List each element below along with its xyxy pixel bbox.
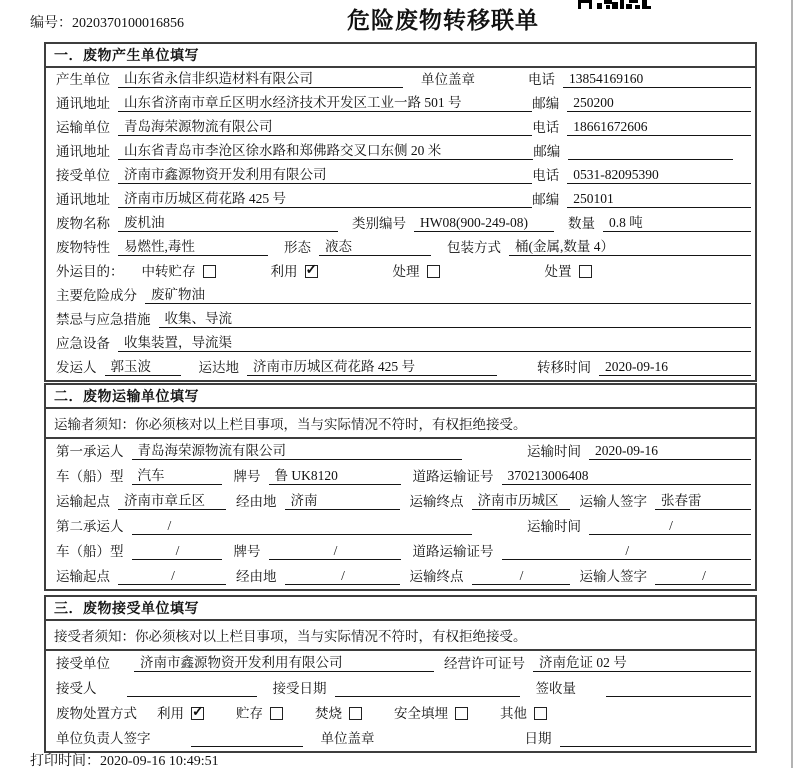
transporter-address-value: 山东省青岛市李沧区徐水路和郑佛路交叉口东侧 20 米 [118,139,533,160]
row-receive-unit [46,651,755,676]
row-disposal [46,701,755,726]
row-transporter-address [46,140,755,164]
vehicle2-plate-label: 牌号 [233,544,261,559]
disposal-option-use [157,702,204,722]
row-purpose [46,260,755,284]
vehicle1-plate-value: 鲁 UK8120 [269,464,401,485]
waste-name-value: 废机油 [118,211,338,232]
row-waste-name [46,212,755,236]
waste-category-value: HW08(900-249-08) [414,215,554,232]
print-time-label: 打印时间： [30,754,100,769]
producer-address-label: 通讯地址 [56,96,110,111]
route1-start-label: 运输起点 [56,494,110,509]
receiver-label: 接受单位 [56,168,110,183]
receiver-address-label: 通讯地址 [56,192,110,207]
disposal-option-use-label: 利用 [157,706,184,721]
waste-packing-label: 包装方式 [447,240,501,255]
dispatcher-label: 发运人 [56,360,97,375]
receiver-address-value: 济南市历城区荷花路 425 号 [118,187,532,208]
serial-value: 2020370100016856 [72,16,184,31]
emergency-equipment-label: 应急设备 [56,336,110,351]
row-receiver [46,164,755,188]
disposal-option-landfill-checkbox [455,707,468,720]
receive-license-label: 经营许可证号 [444,656,525,671]
producer-phone-value: 13854169160 [563,71,751,88]
receiver-phone-value: 0531-82095390 [567,167,751,184]
unit-stamp-label: 单位盖章 [320,731,375,746]
row-transporter [46,116,755,140]
accept-date-label: 接受日期 [272,681,327,696]
section-receive [44,595,757,753]
carrier1-label: 第一承运人 [56,444,124,459]
transporter-phone-value: 18661672606 [567,119,751,136]
waste-category-label: 类别编号 [352,216,406,231]
route1-end-value: 济南市历城区 [472,489,570,510]
disposal-option-store-label: 贮存 [236,706,263,721]
route2-start-value: / [118,568,226,585]
accept-amount-value [606,680,751,697]
carrier2-value: / [132,518,472,535]
row-vehicle2 [46,539,755,564]
disposal-option-burn-label: 焚烧 [315,706,342,721]
section-producer-header: 一．废物产生单位填写 [46,44,755,68]
disposal-option-use-checkbox [191,707,204,720]
transporter-zip-value [568,143,733,160]
purpose-option-transfer-checkbox [203,265,216,278]
qr-code-fragment [578,0,652,10]
acceptor-label: 接受人 [56,681,97,696]
disposal-option-burn-checkbox [349,707,362,720]
purpose-option-use [271,260,318,280]
receiver-zip-label: 邮编 [532,192,560,207]
vehicle2-license-value: / [502,543,752,560]
transporter-label: 运输单位 [56,120,110,135]
route1-sign-label: 运输人签字 [579,494,647,509]
receive-unit-label: 接受单位 [56,656,110,671]
page-title: 危险废物转移联单 [347,8,539,33]
vehicle1-license-value: 370213006408 [502,468,752,485]
route2-sign-label: 运输人签字 [579,569,647,584]
purpose-label: 外运目的： [56,264,124,279]
vehicle2-type-label: 车（船）型 [56,544,124,559]
disposal-option-other [500,702,547,722]
print-time [30,750,219,770]
sign-date-label: 日期 [524,731,552,746]
carrier1-time-label: 运输时间 [527,444,581,459]
carrier2-time-label: 运输时间 [527,519,581,534]
row-carrier2 [46,514,755,539]
waste-traits-label: 废物特性 [56,240,110,255]
receiver-value: 济南市鑫源物资开发利用有限公司 [118,163,532,184]
waste-form-value: 液态 [319,235,431,256]
row-route2 [46,564,755,589]
print-time-value: 2020-09-16 10:49:51 [100,754,219,769]
sign-date-value [560,730,752,747]
disposal-option-burn [315,702,362,722]
section-receive-header: 三．废物接受单位填写 [46,597,755,621]
waste-form-label: 形态 [284,240,311,255]
transporter-value: 青岛海荣源物流有限公司 [118,115,532,136]
route2-end-value: / [472,568,570,585]
vehicle2-plate-value: / [269,543,401,560]
destination-label: 运达地 [198,360,239,375]
producer-value: 山东省永信非织造材料有限公司 [118,67,403,88]
route1-via-value: 济南 [285,489,400,510]
document-header [0,0,796,42]
route2-via-label: 经由地 [236,569,277,584]
hazard-label: 主要危险成分 [56,288,137,303]
transporter-zip-label: 邮编 [533,144,561,159]
disposal-option-other-label: 其他 [500,706,527,721]
receiver-zip-value: 250101 [567,191,751,208]
producer-address-value: 山东省济南市章丘区明水经济技术开发区工业一路 501 号 [118,91,532,112]
producer-phone-label: 电话 [528,72,555,87]
page-edge-line [791,0,793,768]
route2-start-label: 运输起点 [56,569,110,584]
accept-amount-label: 签收量 [535,681,576,696]
purpose-option-treat-label: 处理 [392,264,420,279]
carrier2-time-value: / [589,518,751,535]
route1-start-value: 济南市章丘区 [118,489,226,510]
emergency-measures-label: 禁忌与应急措施 [56,312,151,327]
vehicle1-type-value: 汽车 [132,464,222,485]
transfer-form-table [44,42,757,753]
transporter-phone-label: 电话 [532,120,560,135]
purpose-option-use-checkbox [305,265,318,278]
row-producer-address [46,92,755,116]
disposal-option-store [236,702,283,722]
destination-value: 济南市历城区荷花路 425 号 [247,355,497,376]
row-waste-traits [46,236,755,260]
row-route1 [46,489,755,514]
section-transport-header: 二．废物运输单位填写 [46,385,755,409]
carrier2-label: 第二承运人 [56,519,124,534]
route2-sign-value: / [655,568,751,585]
section-transport [44,383,757,591]
signature-value [191,730,303,747]
producer-zip-value: 250200 [567,95,751,112]
purpose-option-dispose [545,260,592,280]
purpose-option-use-label: 利用 [270,264,298,279]
purpose-option-dispose-checkbox [579,265,592,278]
producer-stamp-label: 单位盖章 [421,72,475,87]
waste-name-label: 废物名称 [56,216,110,231]
purpose-option-treat [393,260,440,280]
row-vehicle1 [46,464,755,489]
purpose-option-treat-checkbox [427,265,440,278]
route1-end-label: 运输终点 [409,494,464,509]
disposal-option-other-checkbox [534,707,547,720]
vehicle1-license-label: 道路运输证号 [412,469,494,484]
receive-notice: 接受者须知：你必须核对以上栏目事项，当与实际情况不符时，有权拒绝接受。 [46,621,755,651]
disposal-option-landfill-label: 安全填埋 [394,706,448,721]
row-producer [46,68,755,92]
route2-end-label: 运输终点 [409,569,464,584]
purpose-option-transfer [142,260,216,280]
vehicle2-license-label: 道路运输证号 [412,544,494,559]
transfer-time-value: 2020-09-16 [599,359,751,376]
vehicle1-plate-label: 牌号 [233,469,261,484]
row-signature [46,726,755,751]
row-carrier1 [46,439,755,464]
emergency-measures-value: 收集、导流 [159,307,752,328]
waste-quantity-label: 数量 [568,216,595,231]
waste-traits-value: 易燃性,毒性 [118,235,268,256]
waste-packing-value: 桶(金属,数量 4） [509,235,751,256]
transfer-time-label: 转移时间 [537,360,591,375]
receive-unit-value: 济南市鑫源物资开发利用有限公司 [134,651,434,672]
disposal-option-store-checkbox [270,707,283,720]
row-receiver-address [46,188,755,212]
transporter-address-label: 通讯地址 [56,144,110,159]
dispatcher-value: 郭玉波 [105,355,181,376]
vehicle1-type-label: 车（船）型 [56,469,124,484]
carrier1-value: 青岛海荣源物流有限公司 [132,439,462,460]
receiver-phone-label: 电话 [532,168,560,183]
emergency-equipment-value: 收集装置，导流渠 [118,331,751,352]
row-emergency-equipment [46,332,755,356]
transport-notice: 运输者须知：你必须核对以上栏目事项，当与实际情况不符时，有权拒绝接受。 [46,409,755,439]
vehicle2-type-value: / [132,543,222,560]
route1-sign-value: 张春雷 [655,489,751,510]
signature-label: 单位负责人签字 [56,731,151,746]
row-hazard [46,284,755,308]
carrier1-time-value: 2020-09-16 [589,443,751,460]
route1-via-label: 经由地 [236,494,277,509]
purpose-option-dispose-label: 处置 [544,264,572,279]
section-producer [44,42,757,382]
hazard-value: 废矿物油 [145,283,751,304]
serial-label: 编号： [30,16,72,31]
purpose-option-transfer-label: 中转贮存 [141,264,196,279]
acceptor-value [127,680,257,697]
receive-license-value: 济南危证 02 号 [533,651,751,672]
row-dispatch [46,356,755,380]
route2-via-value: / [285,568,400,585]
waste-quantity-value: 0.8 吨 [603,211,751,232]
row-acceptor [46,676,755,701]
accept-date-value [335,680,520,697]
producer-label: 产生单位 [56,72,110,87]
producer-zip-label: 邮编 [532,96,560,111]
row-emergency-measures [46,308,755,332]
disposal-label: 废物处置方式 [56,706,137,721]
disposal-option-landfill [394,702,468,722]
